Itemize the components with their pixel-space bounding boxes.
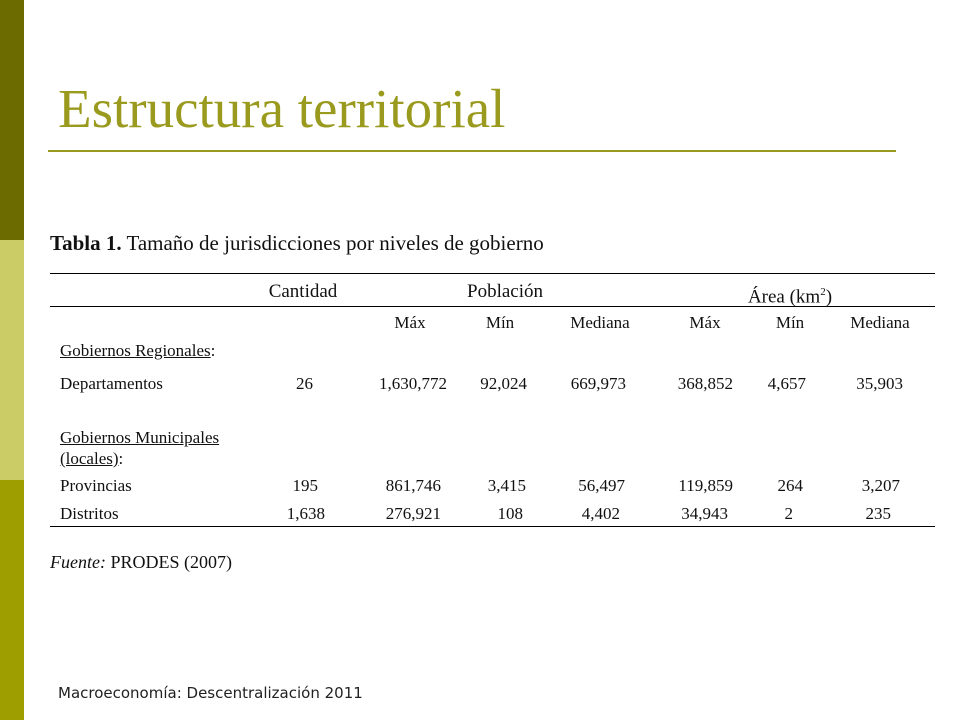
- row-label: Departamentos: [60, 374, 163, 393]
- section-regional-label: Gobiernos Regionales: [60, 341, 211, 360]
- sidebar-segment-dark: [0, 0, 24, 240]
- row-label: Provincias: [60, 476, 132, 495]
- table-source: [50, 551, 232, 573]
- header-poblacion: Población: [467, 281, 543, 302]
- subheader-area-mediana: Mediana: [850, 313, 910, 332]
- row-label: Distritos: [60, 504, 119, 523]
- subheader-area-min: Mín: [775, 313, 805, 332]
- header-area-close: ): [825, 286, 833, 308]
- table-rule-bottom: [50, 526, 935, 527]
- cell-poblacion-mediana: 669,973: [570, 374, 626, 393]
- subheader-area-max: Máx: [689, 313, 721, 332]
- section-gobiernos-regionales: [60, 341, 215, 361]
- subheader-poblacion-max: Máx: [394, 313, 426, 332]
- section-gobiernos-municipales: [60, 428, 219, 448]
- table-caption-text: Tamaño de jurisdicciones por niveles de gobierno: [126, 231, 544, 255]
- cell-poblacion-min: 92,024: [480, 374, 527, 393]
- section-municipal-label: Gobiernos Municipales: [60, 428, 220, 447]
- cell-area-max: 119,859: [678, 476, 733, 495]
- section-municipal-sublabel: (locales): [60, 449, 119, 468]
- cell-cantidad: 26: [296, 374, 313, 393]
- title-underline: [48, 150, 896, 152]
- cell-area-mediana: 35,903: [856, 374, 903, 393]
- slide-sidebar: [0, 0, 24, 720]
- cell-poblacion-max: 276,921: [385, 504, 441, 523]
- header-area-superscript: 2: [820, 286, 826, 298]
- table-source-label: Fuente:: [50, 552, 106, 572]
- header-area: [720, 281, 860, 308]
- table-caption-number: Tabla 1.: [50, 231, 122, 255]
- cell-area-mediana: 3,207: [861, 476, 900, 495]
- cell-poblacion-mediana: 56,497: [578, 476, 625, 495]
- cell-area-mediana: 235: [865, 504, 891, 523]
- sidebar-segment-medium: [0, 480, 24, 720]
- table-rule-top: [50, 273, 935, 274]
- subheader-poblacion-min: Mín: [485, 313, 515, 332]
- cell-area-max: 34,943: [681, 504, 728, 523]
- slide-title: Estructura territorial: [58, 78, 506, 139]
- cell-poblacion-max: 1,630,772: [379, 374, 447, 393]
- sidebar-segment-light: [0, 240, 24, 480]
- cell-poblacion-mediana: 4,402: [581, 504, 620, 523]
- cell-area-min: 2: [784, 504, 793, 523]
- cell-poblacion-min: 108: [497, 504, 523, 523]
- subheader-poblacion-mediana: Mediana: [570, 313, 630, 332]
- table-caption: [50, 230, 544, 256]
- header-cantidad: Cantidad: [268, 281, 338, 302]
- header-area-label: Área (km: [747, 286, 821, 308]
- cell-area-min: 264: [777, 476, 803, 495]
- section-municipal-colon: :: [118, 449, 124, 468]
- cell-area-min: 4,657: [767, 374, 806, 393]
- cell-area-max: 368,852: [677, 374, 733, 393]
- cell-poblacion-max: 861,746: [385, 476, 441, 495]
- cell-cantidad: 1,638: [286, 504, 325, 523]
- slide-footer: Macroeconomía: Descentralización 2011: [58, 684, 363, 702]
- section-regional-colon: :: [210, 341, 216, 360]
- cell-poblacion-min: 3,415: [487, 476, 526, 495]
- cell-cantidad: 195: [292, 476, 318, 495]
- section-gobiernos-municipales-sub: [60, 449, 123, 469]
- table-source-text: PRODES (2007): [110, 552, 232, 572]
